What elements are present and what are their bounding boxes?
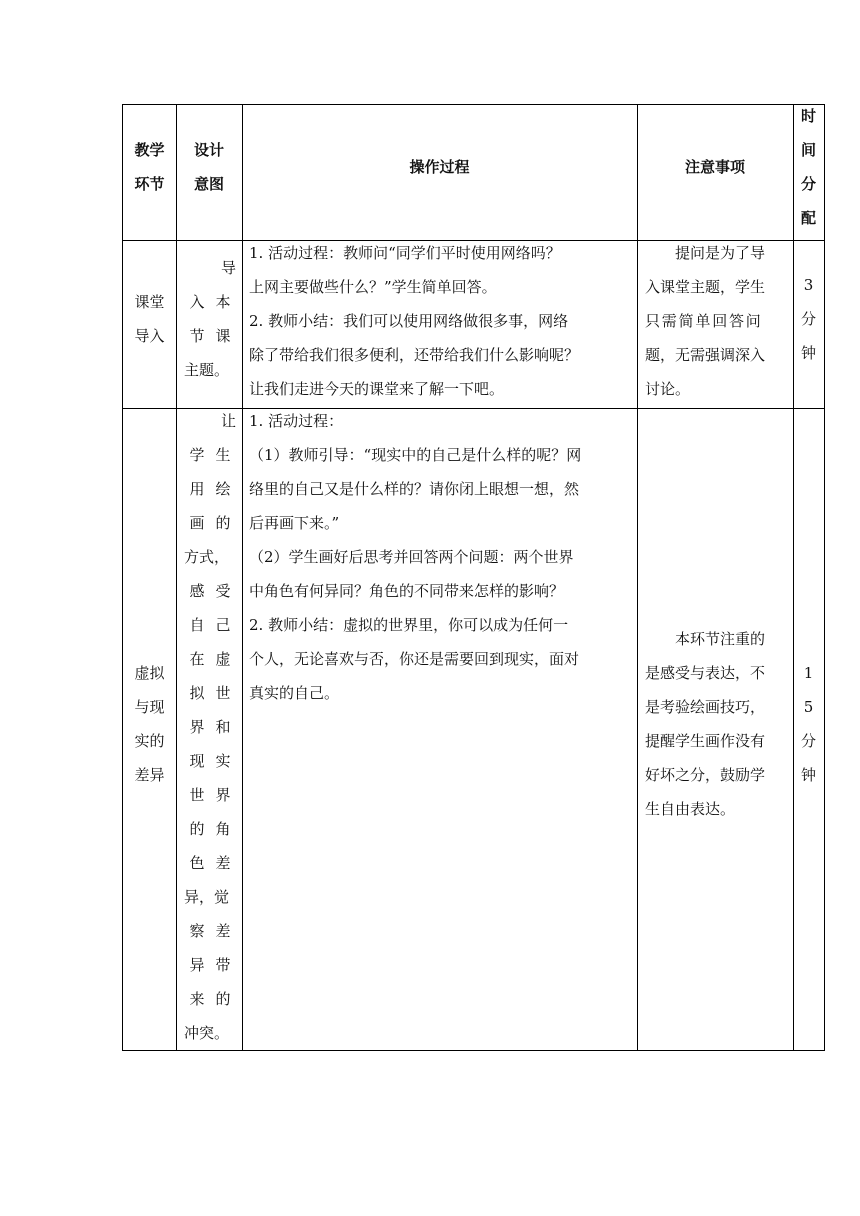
notes-line: 是感受与表达，不 [645, 664, 766, 682]
intent-char: 虚 [215, 650, 231, 668]
table-border-right [824, 104, 825, 1051]
process-line: （1）教师引导：“现实中的自己是什么样的呢？网 [249, 446, 582, 464]
time-line: 分 [800, 310, 816, 328]
row1-notes [645, 236, 765, 406]
notes-line: 入课堂主题，学生 [645, 278, 766, 296]
intent-line [184, 914, 236, 948]
intent-line [184, 744, 236, 778]
row2-notes [645, 622, 765, 826]
intent-char: 察 [189, 922, 205, 940]
intent-char: 画 [189, 514, 205, 532]
intent-line [184, 948, 236, 982]
notes-line: 讨论。 [645, 380, 691, 398]
intent-char: 现 [189, 752, 205, 770]
intent-line [184, 778, 236, 812]
time-line: 1 [803, 664, 814, 682]
intent-char: 节 [189, 327, 205, 345]
intent-char: 己 [215, 616, 231, 634]
intent-line: 主题。 [184, 361, 230, 379]
notes-line: 提醒学生画作没有 [645, 732, 766, 750]
intent-char: 界 [189, 718, 205, 736]
intent-char: 在 [189, 650, 205, 668]
intent-line [184, 608, 236, 642]
process-line: 2. 教师小结：我们可以使用网络做很多事，网络 [249, 312, 569, 330]
process-line: 1. 活动过程：教师问“同学们平时使用网络吗？ [249, 244, 561, 262]
header-intent-line: 意图 [193, 175, 224, 193]
intent-char: 受 [215, 582, 231, 600]
row2-time [793, 656, 824, 792]
header-time-line: 间 [800, 141, 816, 159]
time-line: 分 [800, 732, 816, 750]
row1-intent [184, 251, 236, 387]
process-line: 真实的自己。 [249, 684, 340, 702]
intent-line [184, 404, 236, 438]
intent-line [184, 982, 236, 1016]
header-time-line: 分 [800, 175, 816, 193]
table-border-bottom [122, 1050, 825, 1051]
intent-char: 入 [189, 293, 205, 311]
notes-line: 本环节注重的 [675, 630, 766, 648]
intent-char: 的 [215, 514, 231, 532]
process-line: 中角色有何异同？角色的不同带来怎样的影响？ [249, 582, 565, 600]
intent-line: 异，觉 [184, 888, 230, 906]
intent-char: 差 [215, 922, 231, 940]
intent-char: 实 [215, 752, 231, 770]
stage-line: 实的 [134, 732, 165, 750]
header-process: 操作过程 [409, 158, 470, 176]
header-stage [122, 133, 177, 201]
header-intent [176, 133, 242, 201]
notes-line: 题，无需强调深入 [645, 346, 766, 364]
stage-line: 导入 [134, 327, 165, 345]
col-divider-3 [637, 104, 638, 1051]
intent-char: 本 [215, 293, 231, 311]
intent-char: 的 [215, 990, 231, 1008]
col-divider-4 [793, 104, 794, 1051]
intent-char: 让 [220, 412, 236, 430]
stage-line: 差异 [134, 766, 165, 784]
col-divider-2 [242, 104, 243, 1051]
intent-char: 感 [189, 582, 205, 600]
header-time [793, 99, 824, 235]
intent-line [184, 319, 236, 353]
process-line: 后再画下来。” [249, 514, 340, 532]
intent-char: 角 [215, 820, 231, 838]
process-line: 个人，无论喜欢与否，你还是需要回到现实，面对 [249, 650, 580, 668]
stage-line: 课堂 [134, 293, 165, 311]
intent-char: 拟 [189, 684, 205, 702]
notes-line: 提问是为了导 [675, 244, 766, 262]
intent-char: 色 [189, 854, 205, 872]
intent-char: 课 [215, 327, 231, 345]
col-divider-1 [176, 104, 177, 1051]
row2-stage [122, 656, 177, 792]
intent-line [184, 251, 236, 285]
header-intent-line: 设计 [193, 141, 224, 159]
intent-char: 世 [215, 684, 231, 702]
intent-char: 异 [189, 956, 205, 974]
intent-line [184, 846, 236, 880]
header-stage-line: 教学 [134, 141, 165, 159]
intent-char: 自 [189, 616, 205, 634]
process-line: 2. 教师小结：虚拟的世界里，你可以成为任何一 [249, 616, 569, 634]
intent-char: 带 [215, 956, 231, 974]
intent-char: 学 [189, 446, 205, 464]
process-line: 1. 活动过程： [249, 412, 344, 430]
intent-line [184, 472, 236, 506]
process-line: 让我们走进今天的课堂来了解一下吧。 [249, 380, 505, 398]
intent-line [184, 574, 236, 608]
intent-char: 生 [215, 446, 231, 464]
notes-line: 是考验绘画技巧， [645, 698, 766, 716]
notes-line: 好坏之分，鼓励学 [645, 766, 766, 784]
row2-process [249, 404, 581, 710]
intent-char: 差 [215, 854, 231, 872]
intent-line [184, 710, 236, 744]
time-line: 3 [803, 276, 814, 294]
process-line: 除了带给我们很多便利，还带给我们什么影响呢？ [249, 346, 580, 364]
row2-intent [184, 404, 236, 1050]
header-stage-line: 环节 [134, 175, 165, 193]
intent-char: 和 [215, 718, 231, 736]
row1-process [249, 236, 579, 406]
intent-char: 导 [220, 259, 236, 277]
row1-stage [122, 285, 177, 353]
time-line: 钟 [800, 766, 816, 784]
intent-char: 世 [189, 786, 205, 804]
intent-line: 方式， [184, 548, 230, 566]
intent-line [184, 676, 236, 710]
intent-char: 绘 [215, 480, 231, 498]
process-line: 上网主要做些什么？”学生简单回答。 [249, 278, 497, 296]
time-line: 5 [803, 698, 814, 716]
table-border-top [122, 104, 825, 105]
process-line: 络里的自己又是什么样的？请你闭上眼想一想，然 [249, 480, 580, 498]
header-notes: 注意事项 [684, 158, 745, 176]
row1-time [793, 268, 824, 370]
intent-char: 来 [189, 990, 205, 1008]
stage-line: 虚拟 [134, 664, 165, 682]
intent-line [184, 812, 236, 846]
intent-char: 界 [215, 786, 231, 804]
header-time-line: 配 [800, 209, 816, 227]
time-line: 钟 [800, 344, 816, 362]
intent-line [184, 506, 236, 540]
intent-line [184, 285, 236, 319]
table-border-left [122, 104, 123, 1051]
intent-char: 用 [189, 480, 205, 498]
intent-line [184, 438, 236, 472]
notes-line: 只需简单回答问 [645, 312, 763, 330]
notes-line: 生自由表达。 [645, 800, 736, 818]
intent-line: 冲突。 [184, 1024, 230, 1042]
intent-char: 的 [189, 820, 205, 838]
stage-line: 与现 [134, 698, 165, 716]
intent-line [184, 642, 236, 676]
header-time-line: 时 [800, 107, 816, 125]
process-line: （2）学生画好后思考并回答两个问题：两个世界 [249, 548, 574, 566]
